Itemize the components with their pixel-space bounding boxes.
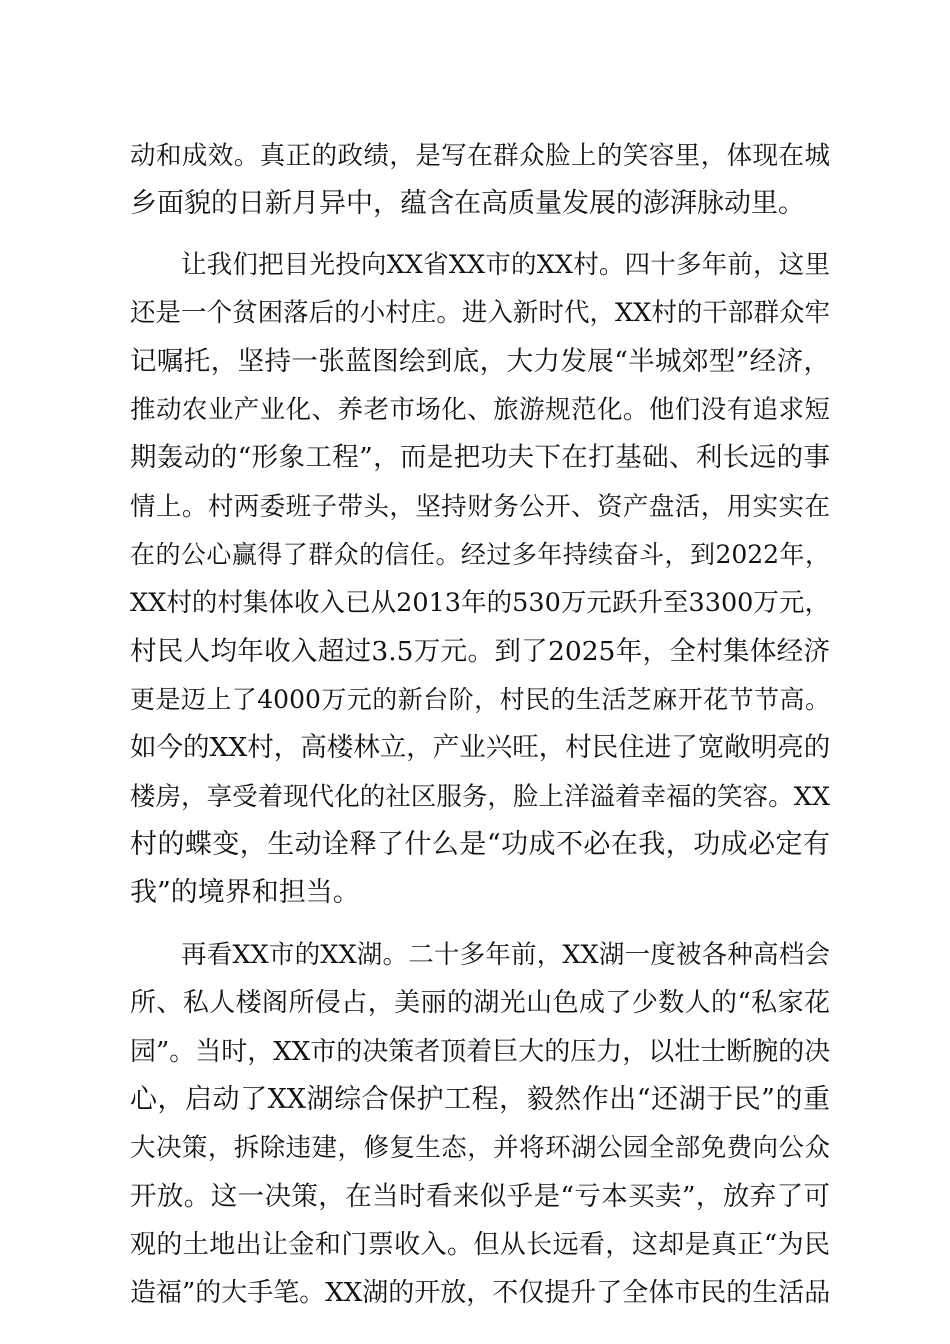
text-line: 还是一个贫困落后的小村庄。进入新时代，XX村的干部群众牢 [130,298,830,328]
text-line: 村民人均年收入超过3.5万元。到了2025年，全村集体经济 [130,636,830,667]
text-line: 如今的XX村，高楼林立，产业兴旺，村民住进了宽敞明亮的 [130,732,831,763]
text-line: XX村的村集体收入已从2013年的530万元跃升至3300万元， [130,588,830,618]
text-line: 推动农业产业化、养老市场化、旅游规范化。他们没有追求短 [130,395,830,425]
text-line: 乡面貌的日新月异中，蕴含在高质量发展的澎湃脉动里。 [130,188,805,219]
text-line: 心，启动了XX湖综合保护工程，毅然作出“还湖于民”的重 [130,1084,830,1115]
text-line: 造福”的大手笔。XX湖的开放，不仅提升了全体市民的生活品 [130,1278,831,1308]
text-line: 动和成效。真正的政绩，是写在群众脸上的笑容里，体现在城 [130,141,830,171]
paragraph-first-line: 再看XX市的XX湖。二十多年前，XX湖一度被各种高档会 [181,940,830,970]
text-line: 所、私人楼阁所侵占，美丽的湖光山色成了少数人的“私家花 [130,988,830,1018]
paragraph-first-line: 让我们把目光投向XX省XX市的XX村。四十多年前，这里 [181,250,830,280]
text-line: 在的公心赢得了群众的信任。经过多年持续奋斗，到2022年， [130,540,830,569]
text-line: 更是迈上了4000万元的新台阶，村民的生活芝麻开花节节高。 [130,685,830,714]
text-line: 村的蝶变，生动诠释了什么是“功成不必在我，功成必定有 [130,829,830,860]
text-line: 情上。村两委班子带头，坚持财务公开、资产盘活，用实实在 [130,492,830,522]
text-line: 观的土地出让金和门票收入。但从长远看，这却是真正“为民 [130,1230,830,1260]
text-line: 记嘱托，坚持一张蓝图绘到底，大力发展“半城郊型”经济， [130,346,830,377]
text-line: 园”。当时，XX市的决策者顶着巨大的压力，以壮士断腕的决 [130,1037,831,1067]
text-line: 楼房，享受着现代化的社区服务，脸上洋溢着幸福的笑容。XX [130,782,830,812]
text-line: 期轰动的“形象工程”，而是把功夫下在打基础、利长远的事 [130,442,830,473]
text-line: 大决策，拆除违建，修复生态，并将环湖公园全部免费向公众 [130,1133,830,1163]
text-line: 我”的境界和担当。 [130,877,360,908]
text-line: 开放。这一决策，在当时看来似乎是“亏本买卖”，放弃了可 [130,1181,830,1212]
